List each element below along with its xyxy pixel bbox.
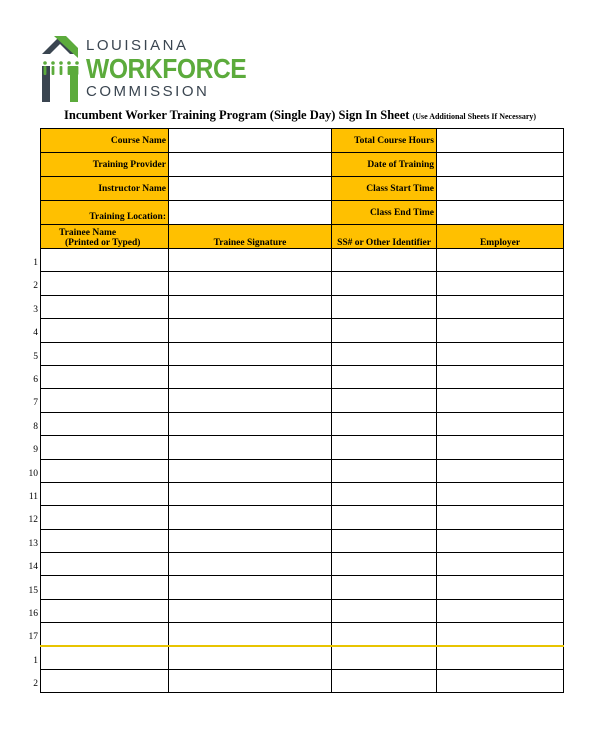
identifier-cell[interactable] — [332, 342, 437, 365]
table-row — [41, 319, 564, 342]
col-header-trainee-name — [41, 225, 169, 249]
employer-cell[interactable] — [437, 249, 564, 272]
sheet-title — [64, 108, 536, 123]
employer-cell[interactable] — [437, 599, 564, 622]
course-name-label: Course Name — [41, 129, 169, 153]
trainee-signature-cell[interactable] — [169, 576, 332, 599]
row-number: 8 — [33, 421, 38, 432]
employer-cell[interactable] — [437, 436, 564, 459]
table-row — [41, 553, 564, 576]
table-row — [41, 623, 564, 646]
class-end-time-label: Class End Time — [332, 201, 437, 225]
total-course-hours-field[interactable] — [437, 129, 564, 153]
identifier-cell[interactable] — [332, 365, 437, 388]
col-header-employer: Employer — [437, 225, 564, 249]
table-row — [41, 506, 564, 529]
trainee-signature-cell[interactable] — [169, 272, 332, 295]
identifier-cell[interactable] — [332, 646, 437, 669]
table-row — [41, 412, 564, 435]
trainee-signature-cell[interactable] — [169, 389, 332, 412]
row-number: 4 — [33, 328, 38, 339]
identifier-cell[interactable] — [332, 623, 437, 646]
date-of-training-field[interactable] — [437, 153, 564, 177]
employer-cell[interactable] — [437, 670, 564, 693]
info-row — [41, 129, 564, 153]
trainee-name-cell[interactable] — [41, 342, 169, 365]
employer-cell[interactable] — [437, 295, 564, 318]
trainee-signature-cell[interactable] — [169, 482, 332, 505]
trainee-name-cell[interactable] — [41, 553, 169, 576]
training-provider-field[interactable] — [169, 153, 332, 177]
trainee-signature-cell[interactable] — [169, 506, 332, 529]
row-number: 16 — [28, 609, 38, 619]
trainee-name-cell[interactable] — [41, 646, 169, 669]
col-header-name-line2: (Printed or Typed) — [65, 238, 141, 248]
identifier-cell[interactable] — [332, 272, 437, 295]
identifier-cell[interactable] — [332, 506, 437, 529]
table-row — [41, 459, 564, 482]
employer-cell[interactable] — [437, 272, 564, 295]
identifier-cell[interactable] — [332, 670, 437, 693]
date-of-training-label: Date of Training — [332, 153, 437, 177]
info-row — [41, 153, 564, 177]
logo-line-commission: COMMISSION — [86, 83, 210, 100]
class-start-time-label: Class Start Time — [332, 177, 437, 201]
identifier-cell[interactable] — [332, 529, 437, 552]
table-row — [41, 436, 564, 459]
trainee-signature-cell[interactable] — [169, 459, 332, 482]
trainee-name-cell[interactable] — [41, 459, 169, 482]
column-header-row — [41, 225, 564, 249]
employer-cell[interactable] — [437, 646, 564, 669]
row-number: 5 — [33, 351, 38, 362]
row-number: 11 — [28, 492, 38, 502]
trainee-name-cell[interactable] — [41, 529, 169, 552]
identifier-cell[interactable] — [332, 319, 437, 342]
row-number: 13 — [28, 538, 38, 549]
identifier-cell[interactable] — [332, 295, 437, 318]
table-row — [41, 529, 564, 552]
employer-cell[interactable] — [437, 365, 564, 388]
identifier-cell[interactable] — [332, 459, 437, 482]
table-row — [41, 272, 564, 295]
trainee-name-cell[interactable] — [41, 482, 169, 505]
sign-in-table — [40, 128, 564, 693]
trainee-signature-cell[interactable] — [169, 436, 332, 459]
employer-cell[interactable] — [437, 529, 564, 552]
trainee-signature-cell[interactable] — [169, 670, 332, 693]
trainee-signature-cell[interactable] — [169, 599, 332, 622]
course-name-field[interactable] — [169, 129, 332, 153]
table-row — [41, 342, 564, 365]
table-row — [41, 389, 564, 412]
employer-cell[interactable] — [437, 623, 564, 646]
table-row — [41, 576, 564, 599]
logo-line-louisiana: LOUISIANA — [86, 37, 189, 54]
row-number: 9 — [33, 445, 38, 456]
table-row — [41, 295, 564, 318]
identifier-cell[interactable] — [332, 599, 437, 622]
training-location-label: Training Location: — [41, 201, 169, 225]
employer-cell[interactable] — [437, 459, 564, 482]
sheet-title-main: Incumbent Worker Training Program (Single Day) Sign In Sheet — [64, 108, 410, 122]
logo-wordmark — [86, 38, 268, 100]
trainee-signature-cell[interactable] — [169, 365, 332, 388]
trainee-name-cell[interactable] — [41, 295, 169, 318]
row-number: 7 — [33, 398, 38, 409]
trainee-signature-cell[interactable] — [169, 529, 332, 552]
employer-cell[interactable] — [437, 389, 564, 412]
table-row — [41, 670, 564, 693]
class-end-time-field[interactable] — [437, 201, 564, 225]
employer-cell[interactable] — [437, 319, 564, 342]
trainee-signature-cell[interactable] — [169, 319, 332, 342]
col-header-name-line1: Trainee Name — [59, 228, 117, 238]
trainee-name-cell[interactable] — [41, 389, 169, 412]
trainee-signature-cell[interactable] — [169, 342, 332, 365]
employer-cell[interactable] — [437, 482, 564, 505]
identifier-cell[interactable] — [332, 576, 437, 599]
trainee-name-cell[interactable] — [41, 576, 169, 599]
table-row — [41, 365, 564, 388]
trainee-name-cell[interactable] — [41, 506, 169, 529]
employer-cell[interactable] — [437, 553, 564, 576]
table-row — [41, 482, 564, 505]
trainee-name-cell[interactable] — [41, 436, 169, 459]
sheet-title-note: (Use Additional Sheets If Necessary) — [412, 112, 537, 121]
trainee-name-cell[interactable] — [41, 249, 169, 272]
row-number: 2 — [33, 281, 38, 292]
info-row — [41, 177, 564, 201]
row-number: 1 — [33, 258, 38, 268]
table-row — [41, 599, 564, 622]
trainee-name-cell[interactable] — [41, 623, 169, 646]
col-header-signature: Trainee Signature — [169, 225, 332, 249]
trainee-signature-cell[interactable] — [169, 249, 332, 272]
identifier-cell[interactable] — [332, 482, 437, 505]
training-location-field[interactable] — [169, 201, 332, 225]
row-number: 2 — [33, 679, 38, 690]
employer-cell[interactable] — [437, 412, 564, 435]
logo-line-workforce: WORKFORCE — [86, 53, 247, 84]
identifier-cell[interactable] — [332, 553, 437, 576]
training-provider-label: Training Provider — [41, 153, 169, 177]
identifier-cell[interactable] — [332, 389, 437, 412]
trainee-name-cell[interactable] — [41, 319, 169, 342]
table-row — [41, 646, 564, 669]
identifier-cell[interactable] — [332, 412, 437, 435]
row-number: 10 — [28, 468, 38, 479]
trainee-signature-cell[interactable] — [169, 646, 332, 669]
instructor-name-label: Instructor Name — [41, 177, 169, 201]
trainee-name-cell[interactable] — [41, 599, 169, 622]
row-number: 15 — [28, 585, 38, 596]
class-start-time-field[interactable] — [437, 177, 564, 201]
row-number: 14 — [28, 562, 38, 573]
row-number: 17 — [28, 632, 38, 643]
identifier-cell[interactable] — [332, 249, 437, 272]
instructor-name-field[interactable] — [169, 177, 332, 201]
trainee-name-cell[interactable] — [41, 365, 169, 388]
col-header-identifier: SS# or Other Identifier — [332, 225, 437, 249]
trainee-signature-cell[interactable] — [169, 295, 332, 318]
employer-cell[interactable] — [437, 576, 564, 599]
total-course-hours-label: Total Course Hours — [332, 129, 437, 153]
identifier-cell[interactable] — [332, 436, 437, 459]
trainee-name-cell[interactable] — [41, 272, 169, 295]
row-number: 6 — [33, 375, 38, 385]
trainee-signature-cell[interactable] — [169, 623, 332, 646]
row-number: 12 — [28, 515, 38, 526]
table-row — [41, 249, 564, 272]
info-row — [41, 201, 564, 225]
trainee-signature-cell[interactable] — [169, 412, 332, 435]
trainee-name-cell[interactable] — [41, 412, 169, 435]
trainee-signature-cell[interactable] — [169, 553, 332, 576]
employer-cell[interactable] — [437, 506, 564, 529]
trainee-name-cell[interactable] — [41, 670, 169, 693]
employer-cell[interactable] — [437, 342, 564, 365]
row-number: 1 — [33, 655, 38, 666]
row-number: 3 — [33, 304, 38, 315]
